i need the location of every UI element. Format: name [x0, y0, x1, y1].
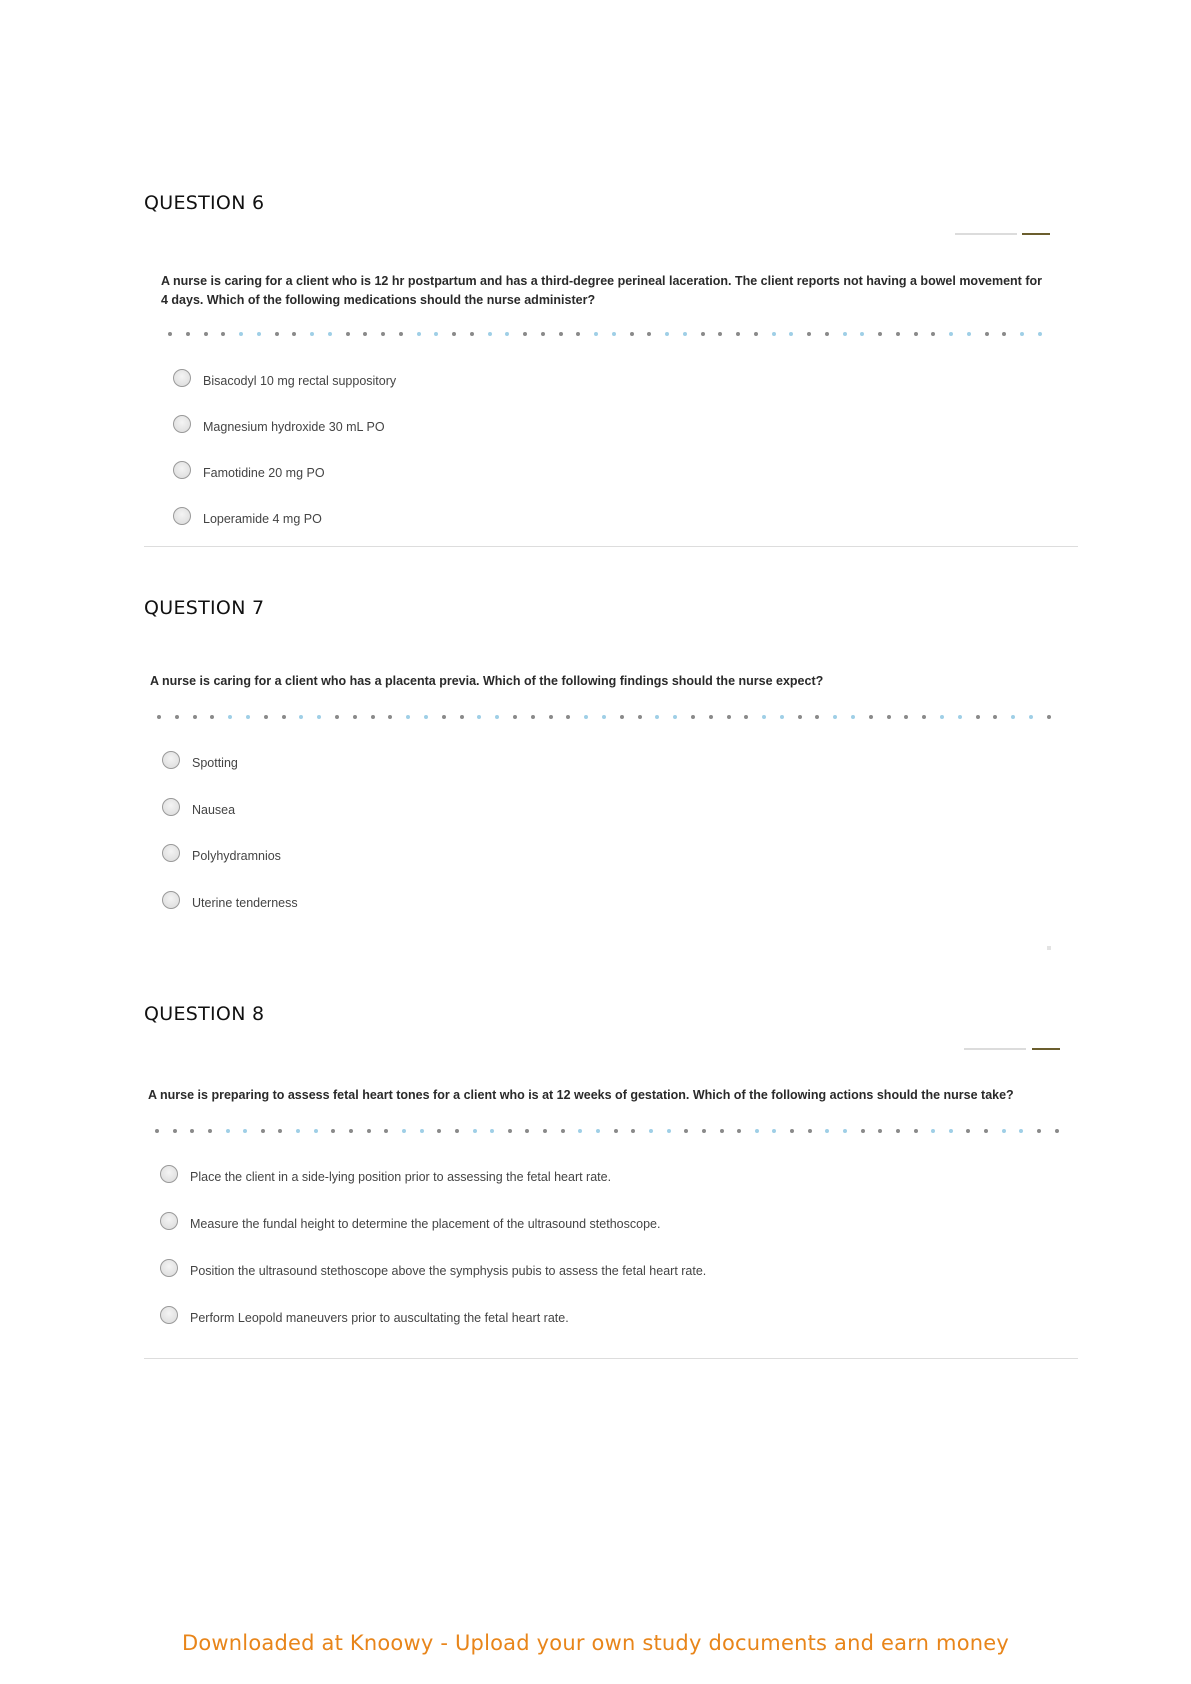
question-8-option-3[interactable] [160, 1262, 706, 1280]
separator-dot [843, 1129, 847, 1133]
separator-dot [808, 1129, 812, 1133]
separator-dot [851, 715, 855, 719]
separator-dot [490, 1129, 494, 1133]
separator-dot [825, 332, 829, 336]
separator-dot [1002, 332, 1006, 336]
separator-dot [508, 1129, 512, 1133]
separator-dot [815, 715, 819, 719]
separator-dot [566, 715, 570, 719]
separator-dot [525, 1129, 529, 1133]
separator-dot [647, 332, 651, 336]
separator-dot [1055, 1129, 1059, 1133]
download-footer-banner: Downloaded at Knoowy - Upload your own study documents and earn money [181, 1631, 1010, 1655]
radio-button[interactable] [162, 844, 180, 862]
option-label: Measure the fundal height to determine the placement of the ultrasound stethoscope. [190, 1217, 661, 1231]
separator-dot [1047, 715, 1051, 719]
separator-dot [949, 332, 953, 336]
separator-dot [702, 1129, 706, 1133]
separator-dot [243, 1129, 247, 1133]
separator-dot [299, 715, 303, 719]
separator-dot [861, 1129, 865, 1133]
separator-dot [720, 1129, 724, 1133]
separator-dot [349, 1129, 353, 1133]
question-7-option-1[interactable] [162, 754, 238, 772]
option-label: Position the ultrasound stethoscope above the symphysis pubis to assess the fetal heart rate. [190, 1264, 707, 1278]
separator-dot [257, 332, 261, 336]
radio-button[interactable] [162, 751, 180, 769]
separator-dot [594, 332, 598, 336]
separator-dot [226, 1129, 230, 1133]
separator-dot [388, 715, 392, 719]
question-7-heading: QUESTION 7 [144, 597, 265, 619]
question-6-dot-separator [168, 330, 1042, 338]
separator-dot [531, 715, 535, 719]
radio-button[interactable] [160, 1212, 178, 1230]
separator-dot [914, 1129, 918, 1133]
option-label: Famotidine 20 mg PO [203, 466, 325, 480]
separator-dot [736, 332, 740, 336]
separator-dot [442, 715, 446, 719]
separator-dot [1011, 715, 1015, 719]
separator-dot [780, 715, 784, 719]
separator-dot [631, 1129, 635, 1133]
separator-dot [754, 332, 758, 336]
separator-dot [904, 715, 908, 719]
separator-dot [949, 1129, 953, 1133]
separator-dot [175, 715, 179, 719]
separator-dot [473, 1129, 477, 1133]
question-6-corner-lines [955, 233, 1050, 235]
separator-dot [691, 715, 695, 719]
decorative-mark [1047, 946, 1051, 950]
question-6-option-2[interactable] [173, 418, 385, 436]
separator-dot [173, 1129, 177, 1133]
option-label: Place the client in a side-lying position prior to assessing the fetal heart rate. [190, 1170, 612, 1184]
separator-dot [638, 715, 642, 719]
question-7-text: A nurse is caring for a client who has a placenta previa. Which of the following findings should the nurse expect? [150, 674, 824, 688]
question-8-text: A nurse is preparing to assess fetal heart tones for a client who is at 12 weeks of gestation. Which of the following actions should the nurse take? [148, 1088, 1014, 1102]
separator-dot [328, 332, 332, 336]
option-label: Spotting [192, 756, 238, 770]
question-6-option-3[interactable] [173, 464, 325, 482]
separator-dot [596, 1129, 600, 1133]
separator-dot [523, 332, 527, 336]
separator-dot [878, 332, 882, 336]
separator-dot [406, 715, 410, 719]
question-7-option-2[interactable] [162, 801, 235, 819]
radio-button[interactable] [160, 1165, 178, 1183]
separator-dot [576, 332, 580, 336]
separator-dot [1019, 1129, 1023, 1133]
separator-dot [967, 332, 971, 336]
separator-dot [477, 715, 481, 719]
separator-dot [363, 332, 367, 336]
question-8-option-1[interactable] [160, 1168, 611, 1186]
question-8-option-4[interactable] [160, 1309, 569, 1327]
separator-dot [559, 332, 563, 336]
separator-dot [505, 332, 509, 336]
separator-dot [798, 715, 802, 719]
separator-dot [762, 715, 766, 719]
separator-dot [452, 332, 456, 336]
separator-dot [940, 715, 944, 719]
separator-dot [709, 715, 713, 719]
separator-dot [424, 715, 428, 719]
separator-dot [434, 332, 438, 336]
separator-dot [790, 1129, 794, 1133]
separator-dot [825, 1129, 829, 1133]
separator-dot [789, 332, 793, 336]
separator-dot [649, 1129, 653, 1133]
separator-dot [896, 332, 900, 336]
separator-dot [807, 332, 811, 336]
separator-dot [208, 1129, 212, 1133]
separator-dot [275, 332, 279, 336]
separator-dot [168, 332, 172, 336]
separator-dot [460, 715, 464, 719]
radio-button[interactable] [173, 461, 191, 479]
separator-dot [314, 1129, 318, 1133]
separator-dot [155, 1129, 159, 1133]
separator-dot [833, 715, 837, 719]
option-label: Polyhydramnios [192, 849, 281, 863]
option-label: Nausea [192, 803, 236, 817]
separator-dot [984, 1129, 988, 1133]
radio-button[interactable] [160, 1259, 178, 1277]
separator-dot [772, 1129, 776, 1133]
separator-dot [584, 715, 588, 719]
separator-dot [931, 332, 935, 336]
question-6-text: A nurse is caring for a client who is 12 hr postpartum and has a third-degree perineal laceration. The client reports not having a bowel movement for 4 days. Which of the following medications should the nurse administer? [161, 274, 1042, 307]
separator-dot [1037, 1129, 1041, 1133]
option-label: Bisacodyl 10 mg rectal suppository [203, 374, 397, 388]
separator-dot [488, 332, 492, 336]
separator-dot [896, 1129, 900, 1133]
separator-dot [264, 715, 268, 719]
separator-dot [420, 1129, 424, 1133]
separator-dot [399, 332, 403, 336]
separator-dot [931, 1129, 935, 1133]
radio-button[interactable] [173, 507, 191, 525]
question-8-option-2[interactable] [160, 1215, 660, 1233]
separator-dot [701, 332, 705, 336]
separator-dot [239, 332, 243, 336]
option-label: Loperamide 4 mg PO [203, 512, 322, 526]
separator-dot [985, 332, 989, 336]
separator-dot [513, 715, 517, 719]
separator-dot [543, 1129, 547, 1133]
separator-dot [614, 1129, 618, 1133]
question-7-option-3[interactable] [162, 847, 281, 865]
separator-dot [655, 715, 659, 719]
separator-dot [860, 332, 864, 336]
question-8-heading: QUESTION 8 [144, 1003, 265, 1025]
separator-dot [346, 332, 350, 336]
separator-dot [246, 715, 250, 719]
question-6-option-1[interactable] [173, 372, 396, 390]
separator-dot [384, 1129, 388, 1133]
question-7-option-4[interactable] [162, 894, 298, 912]
question-6-divider [144, 546, 1078, 547]
separator-dot [157, 715, 161, 719]
separator-dot [495, 715, 499, 719]
separator-dot [455, 1129, 459, 1133]
separator-dot [549, 715, 553, 719]
separator-dot [371, 715, 375, 719]
separator-dot [665, 332, 669, 336]
separator-dot [210, 715, 214, 719]
separator-dot [228, 715, 232, 719]
separator-dot [561, 1129, 565, 1133]
separator-dot [966, 1129, 970, 1133]
separator-dot [843, 332, 847, 336]
separator-dot [470, 332, 474, 336]
separator-dot [922, 715, 926, 719]
separator-dot [630, 332, 634, 336]
separator-dot [976, 715, 980, 719]
separator-dot [296, 1129, 300, 1133]
separator-dot [417, 332, 421, 336]
option-label: Uterine tenderness [192, 896, 298, 910]
separator-dot [381, 332, 385, 336]
separator-dot [667, 1129, 671, 1133]
question-7-dot-separator [157, 713, 1051, 721]
separator-dot [869, 715, 873, 719]
separator-dot [353, 715, 357, 719]
separator-dot [204, 332, 208, 336]
question-8-divider [144, 1358, 1078, 1359]
separator-dot [278, 1129, 282, 1133]
question-8-dot-separator [155, 1127, 1059, 1135]
separator-dot [737, 1129, 741, 1133]
separator-dot [437, 1129, 441, 1133]
separator-dot [727, 715, 731, 719]
separator-dot [186, 332, 190, 336]
separator-dot [1038, 332, 1042, 336]
separator-dot [993, 715, 997, 719]
separator-dot [367, 1129, 371, 1133]
separator-dot [402, 1129, 406, 1133]
separator-dot [282, 715, 286, 719]
separator-dot [541, 332, 545, 336]
separator-dot [958, 715, 962, 719]
question-6-option-4[interactable] [173, 510, 322, 528]
separator-dot [602, 715, 606, 719]
separator-dot [331, 1129, 335, 1133]
separator-dot [612, 332, 616, 336]
option-label: Perform Leopold maneuvers prior to auscultating the fetal heart rate. [190, 1311, 569, 1325]
radio-button[interactable] [162, 891, 180, 909]
separator-dot [261, 1129, 265, 1133]
separator-dot [772, 332, 776, 336]
separator-dot [310, 332, 314, 336]
separator-dot [578, 1129, 582, 1133]
separator-dot [1002, 1129, 1006, 1133]
separator-dot [914, 332, 918, 336]
separator-dot [684, 1129, 688, 1133]
option-label: Magnesium hydroxide 30 mL PO [203, 420, 385, 434]
separator-dot [221, 332, 225, 336]
separator-dot [887, 715, 891, 719]
separator-dot [335, 715, 339, 719]
separator-dot [317, 715, 321, 719]
radio-button[interactable] [160, 1306, 178, 1324]
separator-dot [1020, 332, 1024, 336]
question-8-corner-lines [964, 1048, 1059, 1050]
separator-dot [683, 332, 687, 336]
separator-dot [1029, 715, 1033, 719]
separator-dot [744, 715, 748, 719]
separator-dot [718, 332, 722, 336]
separator-dot [620, 715, 624, 719]
separator-dot [193, 715, 197, 719]
question-6-heading: QUESTION 6 [144, 192, 265, 214]
separator-dot [190, 1129, 194, 1133]
separator-dot [878, 1129, 882, 1133]
radio-button[interactable] [173, 369, 191, 387]
separator-dot [673, 715, 677, 719]
radio-button[interactable] [162, 798, 180, 816]
separator-dot [755, 1129, 759, 1133]
radio-button[interactable] [173, 415, 191, 433]
separator-dot [292, 332, 296, 336]
